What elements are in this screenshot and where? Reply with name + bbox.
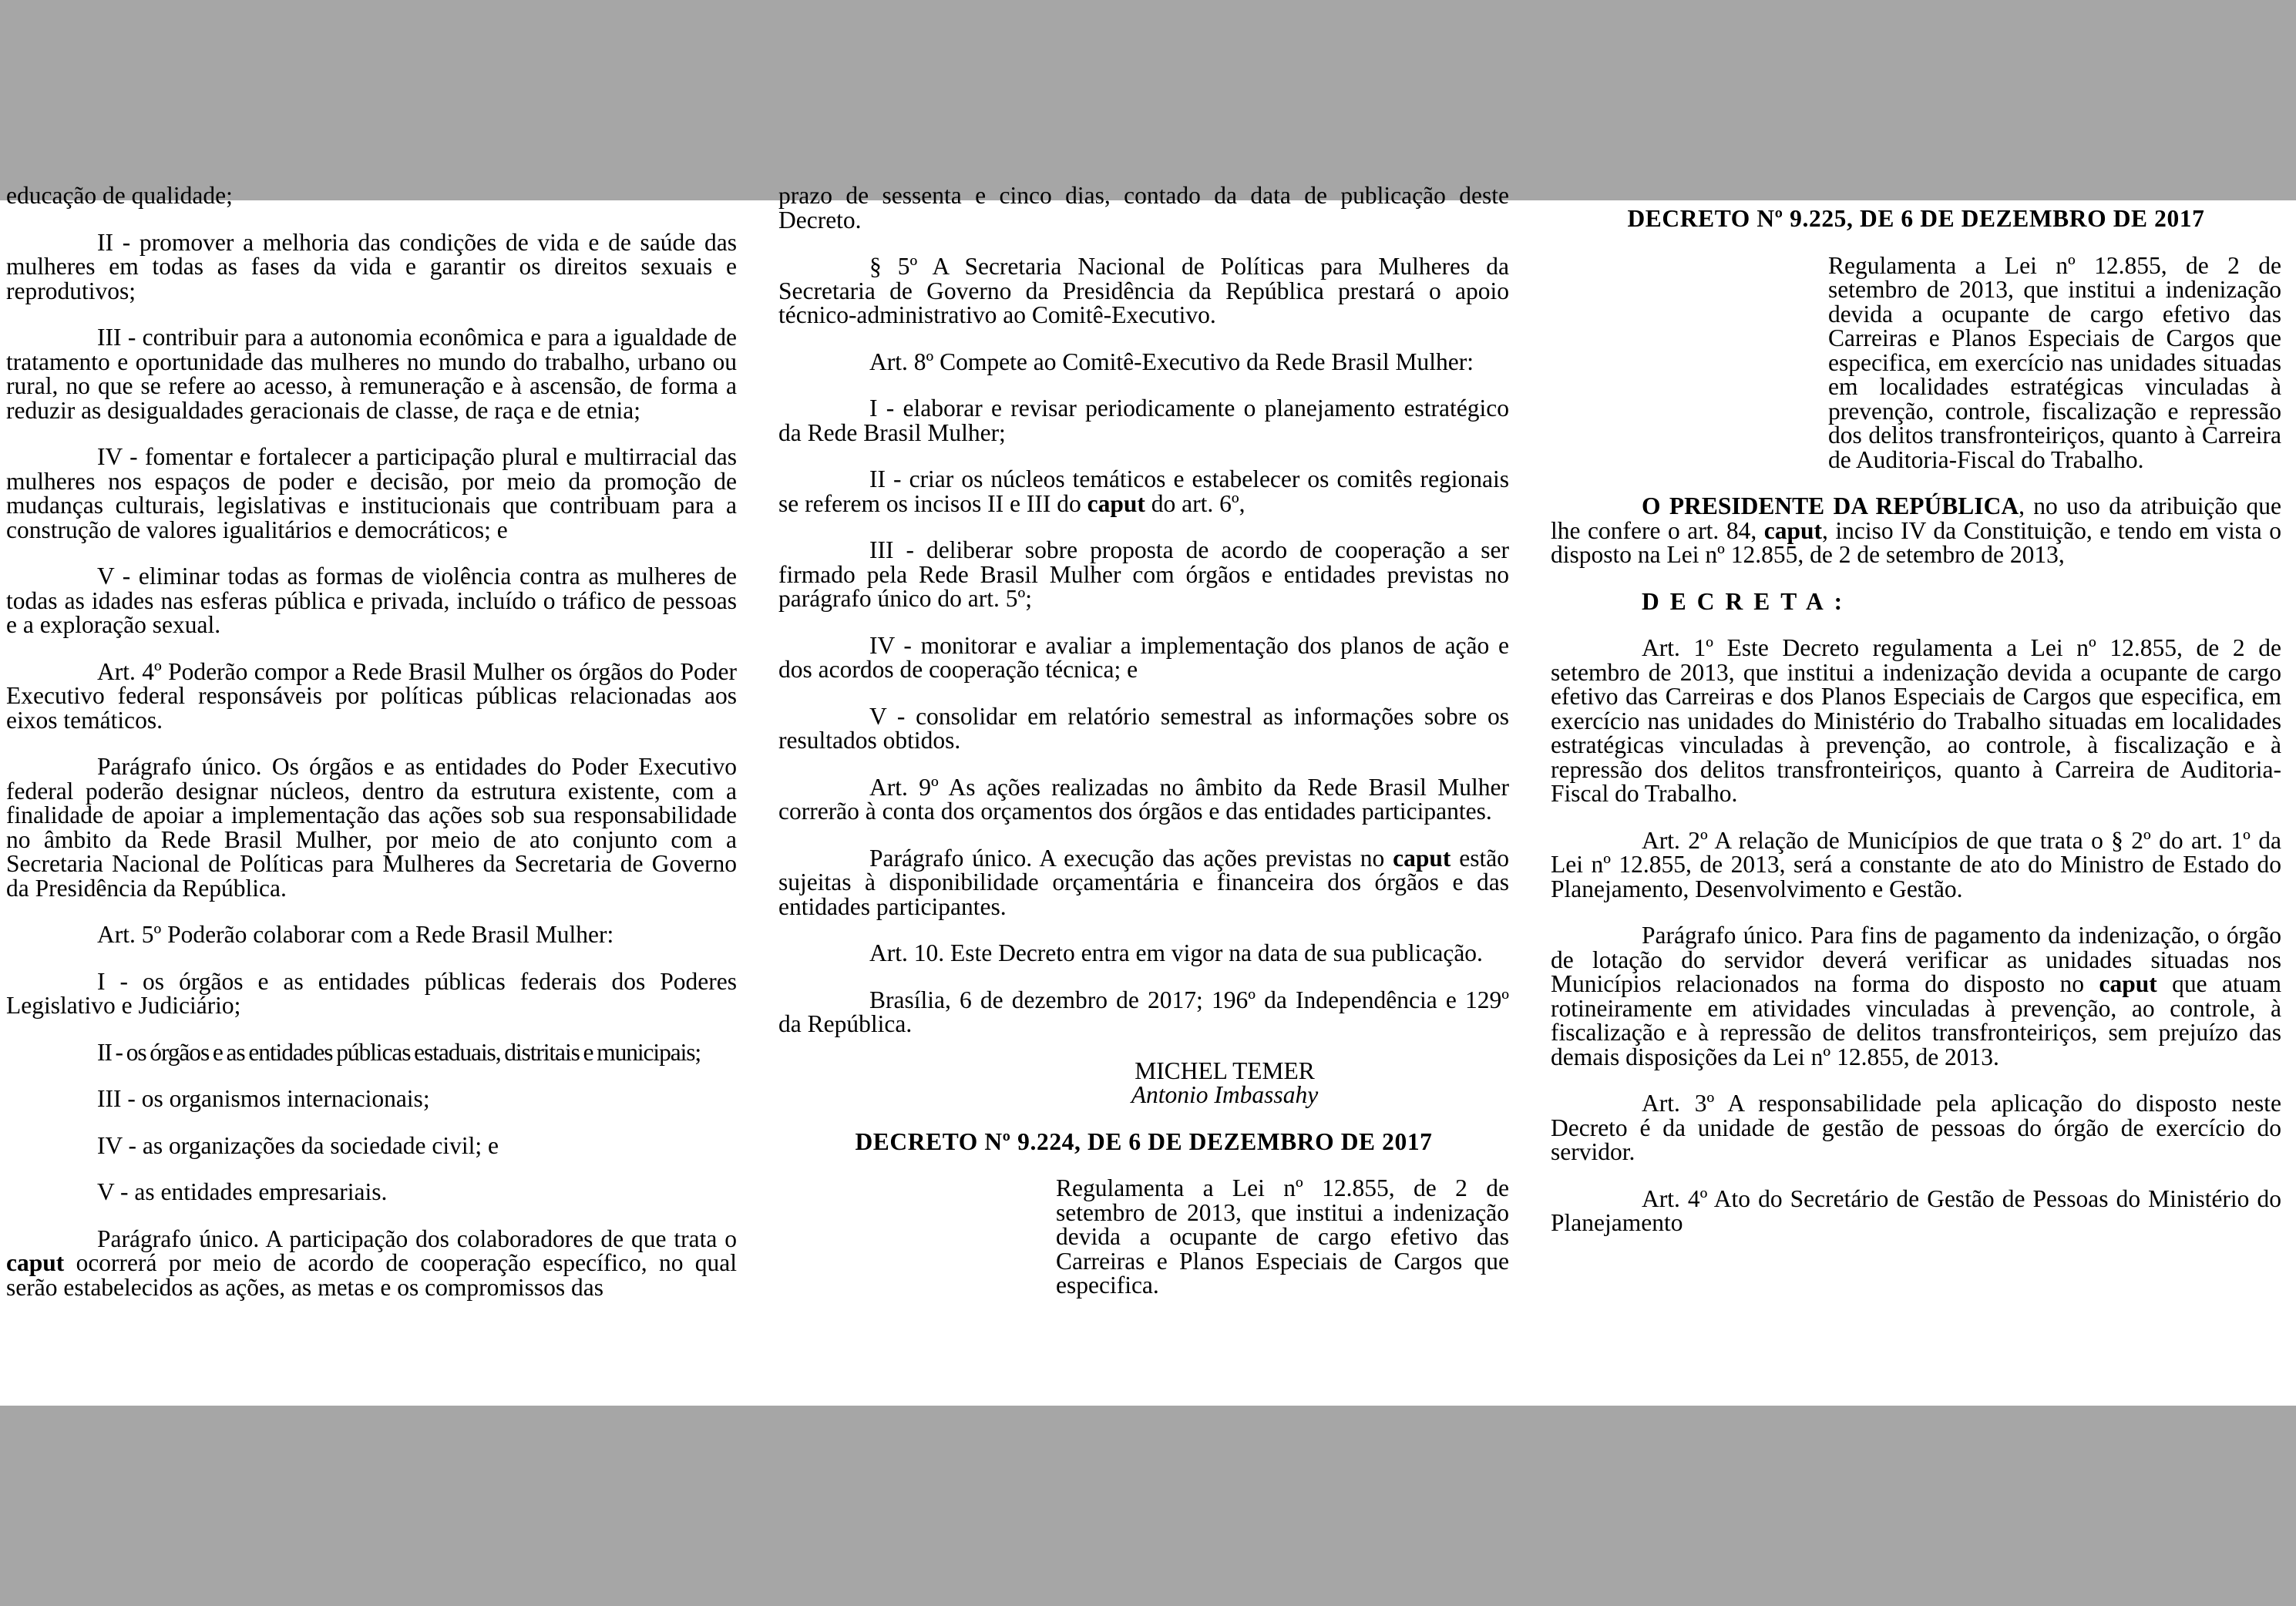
- paragraph: § 5º A Secretaria Nacional de Políticas para Mulheres da Secretaria de Governo da Presidência da República prestará o apoio técnico-administrativo ao Comitê-Executivo.: [778, 253, 1509, 328]
- signer-name: MICHEL TEMER: [1135, 1057, 1315, 1084]
- column-left: [6, 183, 737, 1389]
- paragraph: Art. 9º As ações realizadas no âmbito da Rede Brasil Mulher correrão à conta dos orçamentos dos órgãos e das entidades participantes.: [778, 773, 1509, 825]
- text: ocorrerá por meio de acordo de cooperação específico, no qual serão estabelecidos as ações, as metas e os compromissos das: [6, 1249, 737, 1301]
- text: , no uso da atribuição que lhe confere o art. 84,: [1551, 492, 2281, 544]
- paragraph: IV - monitorar e avaliar a implementação dos planos de ação e dos acordos de cooperação técnica; e: [778, 631, 1509, 683]
- text: estão sujeitas à disponibilidade orçamentária e financeira dos órgãos e das entidades participantes.: [778, 844, 1509, 920]
- paragraph: III - os organismos internacionais;: [97, 1085, 430, 1112]
- signer-name: Antonio Imbassahy: [1131, 1081, 1319, 1108]
- decree-heading: DECRETO Nº 9.224, DE 6 DE DEZEMBRO DE 2017: [855, 1127, 1433, 1155]
- paragraph: V - eliminar todas as formas de violência contra as mulheres de todas as idades nas esferas pública e privada, incluído o tráfico de pessoas e a exploração sexual.: [6, 563, 737, 638]
- paragraph: Brasília, 6 de dezembro de 2017; 196º da Independência e 129º da República.: [778, 986, 1509, 1037]
- text: Parágrafo único. Para fins de pagamento da indenização, o órgão de lotação do servidor deverá verificar as unidades situadas nos Municípios relacionados na forma do disposto no: [1551, 922, 2281, 997]
- text: do art. 6º,: [1145, 489, 1245, 517]
- paragraph: [1551, 923, 2281, 1069]
- column-middle: [778, 183, 1509, 1389]
- paragraph: Art. 1º Este Decreto regulamenta a Lei nº 12.855, de 2 de setembro de 2013, que institui a indenização devida a ocupante de cargo efetivo das Carreiras e dos Planos Especiais de Cargos que especifica, em exercício nas unidades do Ministério do Trabalho situadas em localidades estratégicas vinculadas à prevenção, ao controle, à fiscalização e à repressão dos delitos transfronteiriços, quanto à Carreira de Auditoria-Fiscal do Trabalho.: [1551, 634, 2281, 807]
- emphasis: caput: [1087, 489, 1145, 517]
- signature-block: [778, 1059, 1509, 1107]
- paragraph: III - deliberar sobre proposta de acordo de cooperação a ser firmado pela Rede Brasil Mulher com órgãos e entidades previstas no parágrafo único do art. 5º;: [778, 536, 1509, 612]
- paragraph: [1551, 494, 2281, 567]
- paragraph: Art. 2º A relação de Municípios de que trata o § 2º do art. 1º da Lei nº 12.855, de 2013, será a constante de ato do Ministro de Estado do Planejamento, Desenvolvimento e Gestão.: [1551, 826, 2281, 902]
- column-right: [1551, 200, 2281, 1406]
- paragraph: IV - fomentar e fortalecer a participação plural e multirracial das mulheres nos espaços de poder e decisão, por meio da promoção de mudanças culturais, legislativas e institucionais que contribuam para a construção de valores igualitários e democráticos; e: [6, 443, 737, 543]
- text: Parágrafo único. A execução das ações previstas no: [869, 844, 1393, 872]
- emphasis: caput: [2099, 970, 2157, 997]
- text: II - criar os núcleos temáticos e estabelecer os comitês regionais se referem os incisos II e III do: [778, 465, 1509, 517]
- paragraph: I - os órgãos e as entidades públicas federais dos Poderes Legislativo e Judiciário;: [6, 967, 737, 1019]
- paragraph: V - consolidar em relatório semestral as informações sobre os resultados obtidos.: [778, 702, 1509, 754]
- paragraph: I - elaborar e revisar periodicamente o planejamento estratégico da Rede Brasil Mulher;: [778, 395, 1509, 446]
- decree-summary: Regulamenta a Lei nº 12.855, de 2 de setembro de 2013, que institui a indenização devida a ocupante de cargo efetivo das Carreiras e Planos Especiais de Cargos que especifica.: [1056, 1174, 1509, 1299]
- text: Parágrafo único. A participação dos colaboradores de que trata o: [97, 1225, 737, 1252]
- paragraph: [6, 1227, 737, 1300]
- decree-heading: DECRETO Nº 9.225, DE 6 DE DEZEMBRO DE 2017: [1627, 205, 2205, 232]
- paragraph: Parágrafo único. Os órgãos e as entidades do Poder Executivo federal poderão designar núcleos, dentro da estrutura existente, com a finalidade de apoiar a implementação das ações sob sua responsabilidade no âmbito da Rede Brasil Mulher, por meio de ato conjunto com a Secretaria Nacional de Políticas para Mulheres da Secretaria de Governo da Presidência da República.: [6, 753, 737, 902]
- paragraph: Art. 8º Compete ao Comitê-Executivo da Rede Brasil Mulher:: [869, 348, 1474, 375]
- paragraph: [778, 846, 1509, 919]
- paragraph: Art. 10. Este Decreto entra em vigor na data de sua publicação.: [869, 939, 1483, 966]
- paragraph: Art. 5º Poderão colaborar com a Rede Brasil Mulher:: [97, 921, 614, 948]
- paragraph: V - as entidades empresariais.: [97, 1178, 388, 1205]
- decree-summary: Regulamenta a Lei nº 12.855, de 2 de setembro de 2013, que institui a indenização devida a ocupante de cargo efetivo das Carreiras e Planos Especiais de Cargos que especifica, em exercício nas unidades situadas em localidades estratégicas vinculadas à prevenção, controle, fiscalização e repressão dos delitos transfronteiriços, quanto à Carreira de Auditoria-Fiscal do Trabalho.: [1828, 251, 2281, 473]
- paragraph: IV - as organizações da sociedade civil; e: [97, 1131, 499, 1159]
- emphasis: caput: [6, 1249, 65, 1276]
- paragraph: Art. 4º Poderão compor a Rede Brasil Mulher os órgãos do Poder Executivo federal responsáveis por políticas públicas relacionadas aos eixos temáticos.: [6, 657, 737, 734]
- paragraph: prazo de sessenta e cinco dias, contado da data de publicação deste Decreto.: [778, 182, 1509, 234]
- paragraph: III - contribuir para a autonomia econômica e para a igualdade de tratamento e oportunidade das mulheres no mundo do trabalho, urbano ou rural, no que se refere ao acesso, à remuneração e à ascensão, de forma a reduzir as desigualdades geracionais de classe, de raça e de etnia;: [6, 324, 737, 424]
- emphasis: O PRESIDENTE DA REPÚBLICA: [1642, 492, 2019, 519]
- paragraph: II - promover a melhoria das condições de vida e de saúde das mulheres em todas as fases da vida e garantir os direitos sexuais e reprodutivos;: [6, 228, 737, 304]
- paragraph: Art. 3º A responsabilidade pela aplicação do disposto neste Decreto é da unidade de gestão de pessoas do órgão de exercício do servidor.: [1551, 1090, 2281, 1165]
- text: , inciso IV da Constituição, e tendo em vista o disposto na Lei nº 12.855, de 2 de setembro de 2013,: [1551, 516, 2281, 568]
- document-page: [0, 182, 2296, 1406]
- emphasis: caput: [1763, 516, 1822, 544]
- decreta-label: DECRETA:: [1642, 587, 1854, 615]
- paragraph: Art. 4º Ato do Secretário de Gestão de Pessoas do Ministério do Planejamento: [1551, 1184, 2281, 1236]
- emphasis: caput: [1393, 844, 1451, 872]
- paragraph: [778, 467, 1509, 516]
- paragraph: II - os órgãos e as entidades públicas estaduais, distritais e municipais;: [97, 1038, 701, 1066]
- paragraph: educação de qualidade;: [6, 182, 233, 209]
- text: que atuam rotineiramente em atividades vinculadas à prevenção, ao controle, à fiscalização e à repressão de delitos transfronteiriços, sem prejuízo das demais disposições da Lei nº 12.855, de 2013.: [1551, 970, 2281, 1070]
